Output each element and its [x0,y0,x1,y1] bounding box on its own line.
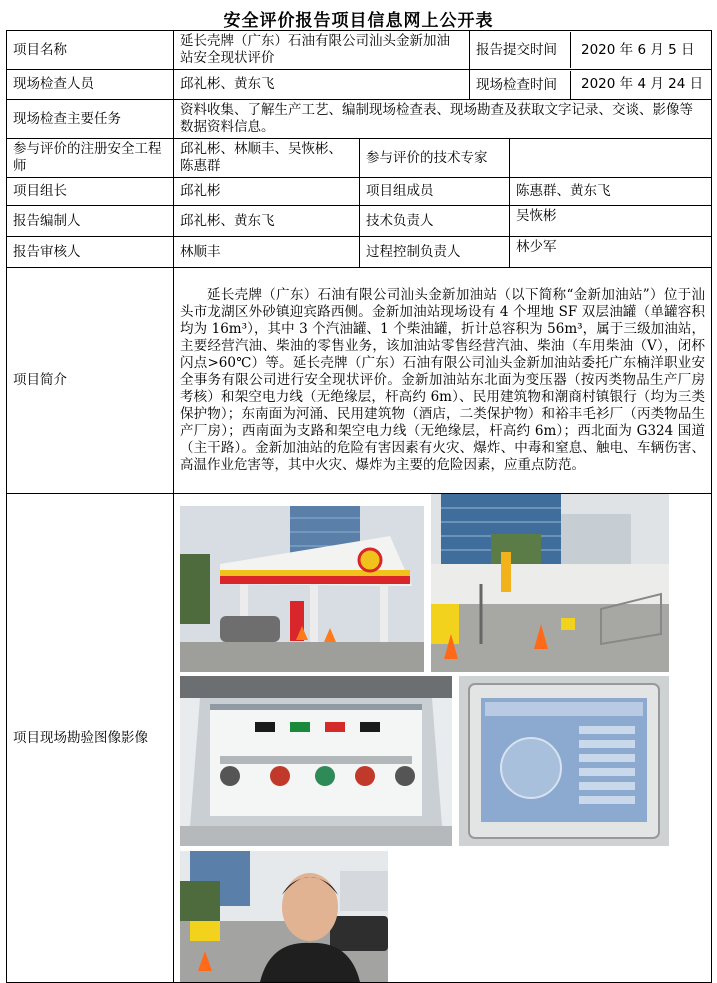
photo-gallery [174,494,712,983]
label-tech-lead: 技术负责人 [360,206,510,237]
inspector-selfie-photo [180,851,388,982]
fuel-valves-photo [180,676,452,846]
value-inspection-time: 2020 年 4 月 24 日 [581,76,704,92]
value-engineers: 邱礼彬、林顺丰、吴恢彬、陈惠群 [174,139,360,178]
value-intro: 延长壳牌（广东）石油有限公司汕头金新加油站（以下简称“金新加油站”）位于汕头市龙湖区外砂镇迎宾路西侧。金新加油站现场设有 4 个埋地 SF 双层油罐（单罐容积均为 16m³），其中 3 个汽油罐、1 个柴油罐，折计总容积为 56m³，属于三级加油站，主要经营汽油、柴油的零售业务，该加油站零售经营汽油、柴油（车用柴油（V），闭杯闪点>60℃）等。延长壳牌（广东）石油有限公司汕头金新加油站委托广东楠洋职业安全事务有限公司进行安全现状评价。金新加油站东北面为变压器（按丙类物品生产厂房考核）和架空电力线（无绝缘层，杆高约 6m）、民用建筑物和潮商村镇银行（均为三类保护物）；东南面为河涌、民用建筑物（酒店，二类保护物）和裕丰毛衫厂（丙类物品生产厂房）；西南面为支路和架空电力线（无绝缘层，杆高约 6m）；西北面为 G324 国道（主干路）。金新加油站的危险有害因素有火灾、爆炸、中毒和窒息、触电、车辆伤害、高温作业危害等，其中火灾、爆炸为主要的危险因素，应重点防范。 [174,268,712,494]
value-process-control: 林少军 [510,237,712,268]
value-leader: 邱礼彬 [174,178,360,206]
row-leader [7,178,712,206]
value-tasks: 资料收集、了解生产工艺、编制现场检查表、现场勘查及获取文字记录、交谈、影像等数据资料信息。 [174,100,712,139]
gas-station-canopy-photo [180,506,424,672]
info-table [6,30,712,983]
row-tasks [7,100,712,139]
value-inspectors: 邱礼彬、黄东飞 [174,70,470,100]
label-tasks: 现场检查主要任务 [7,100,174,139]
label-reviewer: 报告审核人 [7,237,174,268]
row-compiler [7,206,712,237]
tank-area-photo [431,494,669,672]
value-project-name: 延长壳牌（广东）石油有限公司汕头金新加油站安全现状评价 [174,31,470,70]
control-panel-photo [459,676,669,846]
value-reviewer: 林顺丰 [174,237,360,268]
row-reviewer [7,237,712,268]
label-process-control: 过程控制负责人 [360,237,510,268]
label-intro: 项目简介 [7,268,174,494]
value-submit-time: 2020 年 6 月 5 日 [581,41,695,58]
label-inspectors: 现场检查人员 [7,70,174,100]
value-members: 陈惠群、黄东飞 [510,178,712,206]
label-compiler: 报告编制人 [7,206,174,237]
label-engineers: 参与评价的注册安全工程师 [7,139,174,178]
label-leader: 项目组长 [7,178,174,206]
label-submit-time: 报告提交时间 [470,32,571,68]
row-inspectors [7,70,712,100]
row-project-name [7,31,712,70]
page-title: 安全评价报告项目信息网上公开表 [223,11,494,31]
value-tech-lead: 吴恢彬 [510,206,712,237]
label-members: 项目组成员 [360,178,510,206]
row-intro [7,268,712,494]
label-photos: 项目现场勘验图像影像 [7,494,174,983]
row-engineers [7,139,712,178]
value-experts [510,139,712,178]
row-photos [7,494,712,983]
value-compiler: 邱礼彬、黄东飞 [174,206,360,237]
label-inspection-time: 现场检查时间 [470,71,571,99]
label-experts: 参与评价的技术专家 [360,139,510,178]
label-project-name: 项目名称 [7,31,174,70]
